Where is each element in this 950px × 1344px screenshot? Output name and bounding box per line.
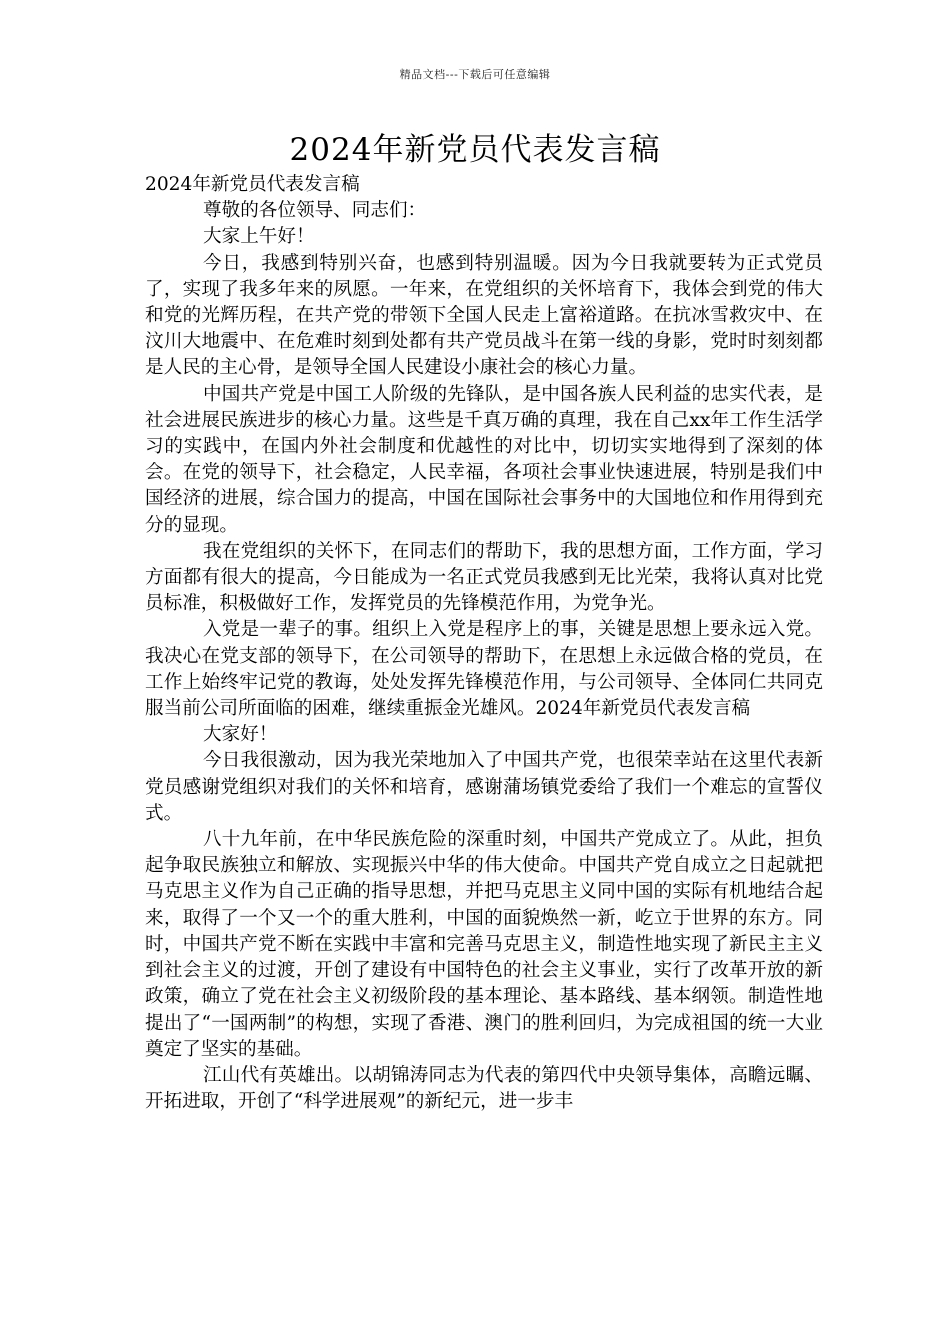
paragraph: 大家好！ (203, 724, 278, 746)
paragraph: 2024年新党员代表发言稿 (145, 174, 360, 195)
paragraph: 尊敬的各位领导、同志们： (203, 200, 427, 222)
paragraph: 大家上午好！ (203, 226, 315, 248)
paragraph: 八十九年前，在中华民族危险的深重时刻，中国共产党成立了。从此，担负起争取民族独立和解放、实现振兴中华的伟大使命。中国共产党自成立之日起就把马克思主义作为自己正确的指导思想，并把马克思主义同中国的实际有机地结合起来，取得了一个又一个的重大胜利，中国的面貌焕然一新，屹立于世界的东方。同时，中国共产党不断在实践中丰富和完善马克思主义，制造性地实现了新民主主义到社会主义的过渡，开创了建设有中国特色的社会主义事业，实行了改革开放的新政策，确立了党在社会主义初级阶段的基本理论、基本路线、基本纲领。制造性地提出了“一国两制”的构想，实现了香港、澳门的胜利回归，为完成祖国的统一大业奠定了坚实的基础。 (145, 829, 823, 1060)
paragraph: 今日，我感到特别兴奋，也感到特别温暖。因为今日我就要转为正式党员了，实现了我多年来的夙愿。一年来，在党组织的关怀培育下，我体会到党的伟大和党的光辉历程，在共产党的带领下全国人民走上富裕道路。在抗冰雪救灾中、在汶川大地震中、在危难时刻到处都有共产党员战斗在第一线的身影，党时时刻刻都是人民的主心骨，是领导全国人民建设小康社会的核心力量。 (145, 252, 823, 379)
paragraph: 我在党组织的关怀下，在同志们的帮助下，我的思想方面，工作方面，学习方面都有很大的提高，今日能成为一名正式党员我感到无比光荣，我将认真对比党员标准，积极做好工作，发挥党员的先锋模范作用，为党争光。 (145, 540, 823, 615)
paragraph: 入党是一辈子的事。组织上入党是程序上的事，关键是思想上要永远入党。我决心在党支部的领导下，在公司领导的帮助下，在思想上永远做合格的党员，在工作上始终牢记党的教诲，处处发挥先锋模范作用，与公司领导、全体同仁共同克服当前公司所面临的困难，继续重振金光雄风。2024年新党员代表发言稿 (145, 619, 823, 720)
paragraph: 江山代有英雄出。以胡锦涛同志为代表的第四代中央领导集体，高瞻远瞩、开拓进取，开创了“科学进展观”的新纪元，进一步丰 (145, 1064, 823, 1113)
document-body (145, 172, 823, 1115)
document-title: 2024年新党员代表发言稿 (289, 132, 661, 168)
paragraph: 今日我很激动，因为我光荣地加入了中国共产党，也很荣幸站在这里代表新党员感谢党组织对我们的关怀和培育，感谢蒲场镇党委给了我们一个难忘的宣誓仪式。 (145, 750, 823, 824)
paragraph: 中国共产党是中国工人阶级的先锋队，是中国各族人民利益的忠实代表，是社会进展民族进步的核心力量。这些是千真万确的真理，我在自己xx年工作生活学习的实践中，在国内外社会制度和优越性的对比中，切切实实地得到了深刻的体会。在党的领导下，社会稳定，人民幸福，各项社会事业快速进展，特别是我们中国经济的进展，综合国力的提高，中国在国际社会事务中的大国地位和作用得到充分的显现。 (145, 383, 823, 536)
header-note: 精品文档---下载后可任意编辑 (399, 68, 551, 81)
